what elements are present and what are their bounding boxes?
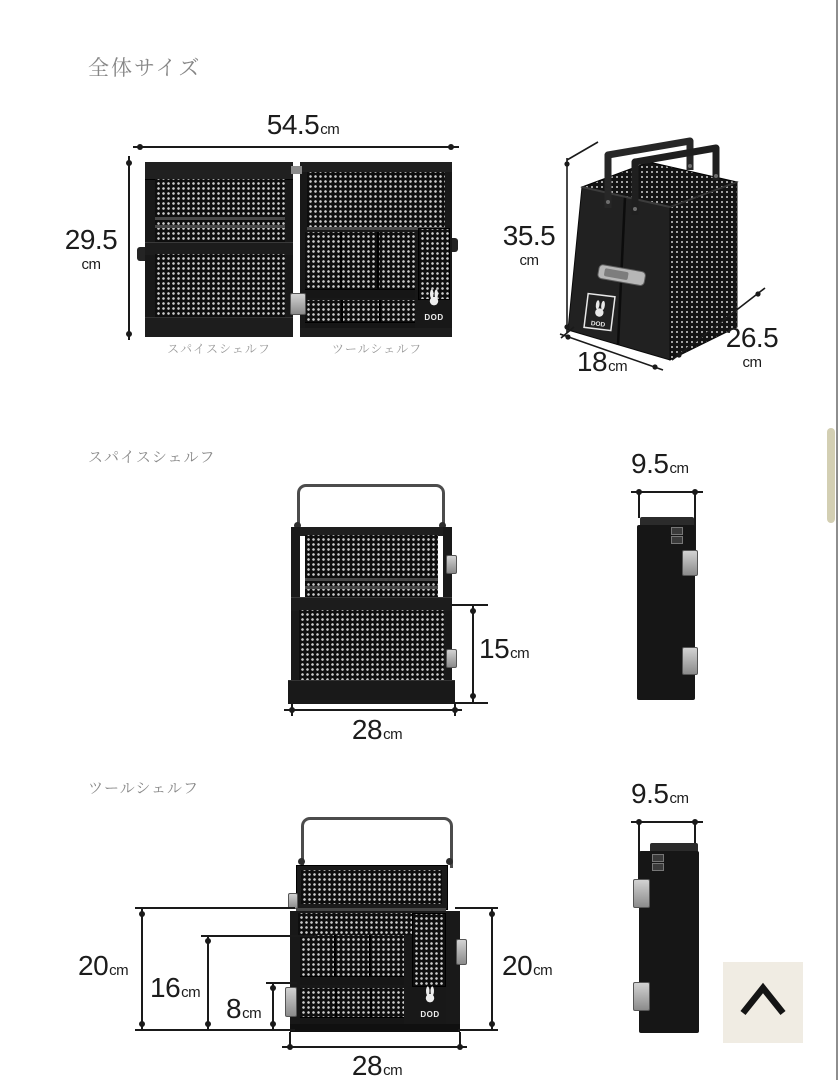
chevron-up-icon [723, 963, 803, 1043]
section-label-spice-shelf: スパイスシェルフ [88, 449, 216, 466]
tool-shelf-side-drawing [637, 843, 700, 1033]
scroll-to-top-button[interactable] [723, 962, 803, 1043]
page-title: 全体サイズ [88, 57, 202, 80]
dim-line [128, 156, 130, 340]
folded-handle-nub [452, 238, 458, 252]
hinge [290, 293, 306, 315]
dod-rabbit-logo: DOD [418, 288, 450, 322]
caption-spice-shelf: スパイスシェルフ [167, 342, 271, 356]
dim-tool-pocket-height: 8cm [226, 993, 262, 1024]
scrollbar-track-line [836, 0, 838, 1080]
hinge [291, 166, 302, 174]
dim-tool-right-height: 20cm [502, 950, 553, 981]
rabbit-icon [425, 288, 443, 312]
tool-shelf-front-drawing [290, 865, 460, 1032]
open-view-spice-panel [145, 162, 293, 337]
dim-folded-height: 35.5 cm [502, 220, 556, 269]
dim-tool-width: 28cm [351, 1050, 403, 1080]
dim-tool-mid-height: 16cm [150, 972, 201, 1003]
spice-shelf-side-drawing [637, 517, 699, 701]
spice-shelf-front-drawing [291, 527, 452, 703]
dim-overall-open-height: 29.5 cm [64, 224, 118, 273]
dim-folded-depth: 26.5 cm [725, 322, 779, 371]
dim-tool-left-height: 20cm [78, 950, 129, 981]
wire-handle [301, 817, 453, 868]
dim-folded-width: 18cm [576, 346, 628, 377]
dim-overall-open-width: 54.5cm [266, 109, 340, 140]
dim-tool-depth: 9.5cm [631, 778, 689, 809]
section-label-tool-shelf: ツールシェルフ [88, 780, 200, 797]
dim-spice-lower-height: 15cm [479, 633, 530, 664]
rabbit-icon [421, 985, 439, 1009]
dim-line [133, 146, 459, 148]
scrollbar-thumb[interactable] [827, 428, 835, 523]
folded-handle-nub [137, 247, 145, 261]
dim-spice-depth: 9.5cm [631, 448, 689, 479]
caption-tool-shelf: ツールシェルフ [331, 342, 423, 356]
svg-text:DOD: DOD [590, 320, 606, 329]
dim-spice-width: 28cm [351, 714, 403, 745]
dod-rabbit-logo: DOD [414, 985, 446, 1019]
open-view-tool-panel [300, 162, 452, 337]
wire-handle [297, 484, 445, 533]
